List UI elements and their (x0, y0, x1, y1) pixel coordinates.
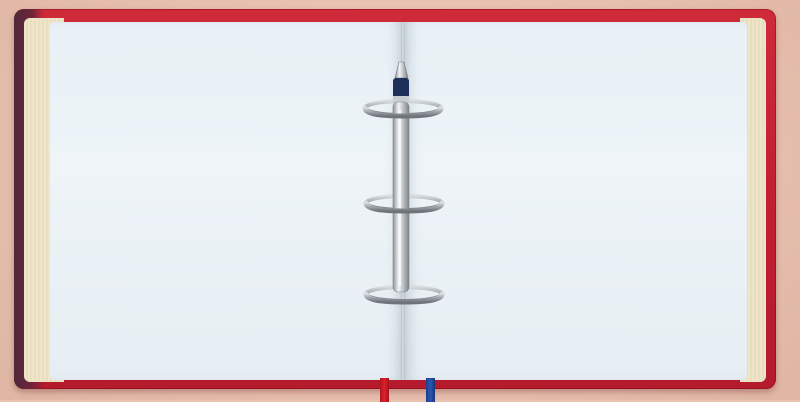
pen-grip-band (393, 96, 409, 102)
pen-tip (395, 62, 408, 78)
pen (393, 62, 409, 292)
